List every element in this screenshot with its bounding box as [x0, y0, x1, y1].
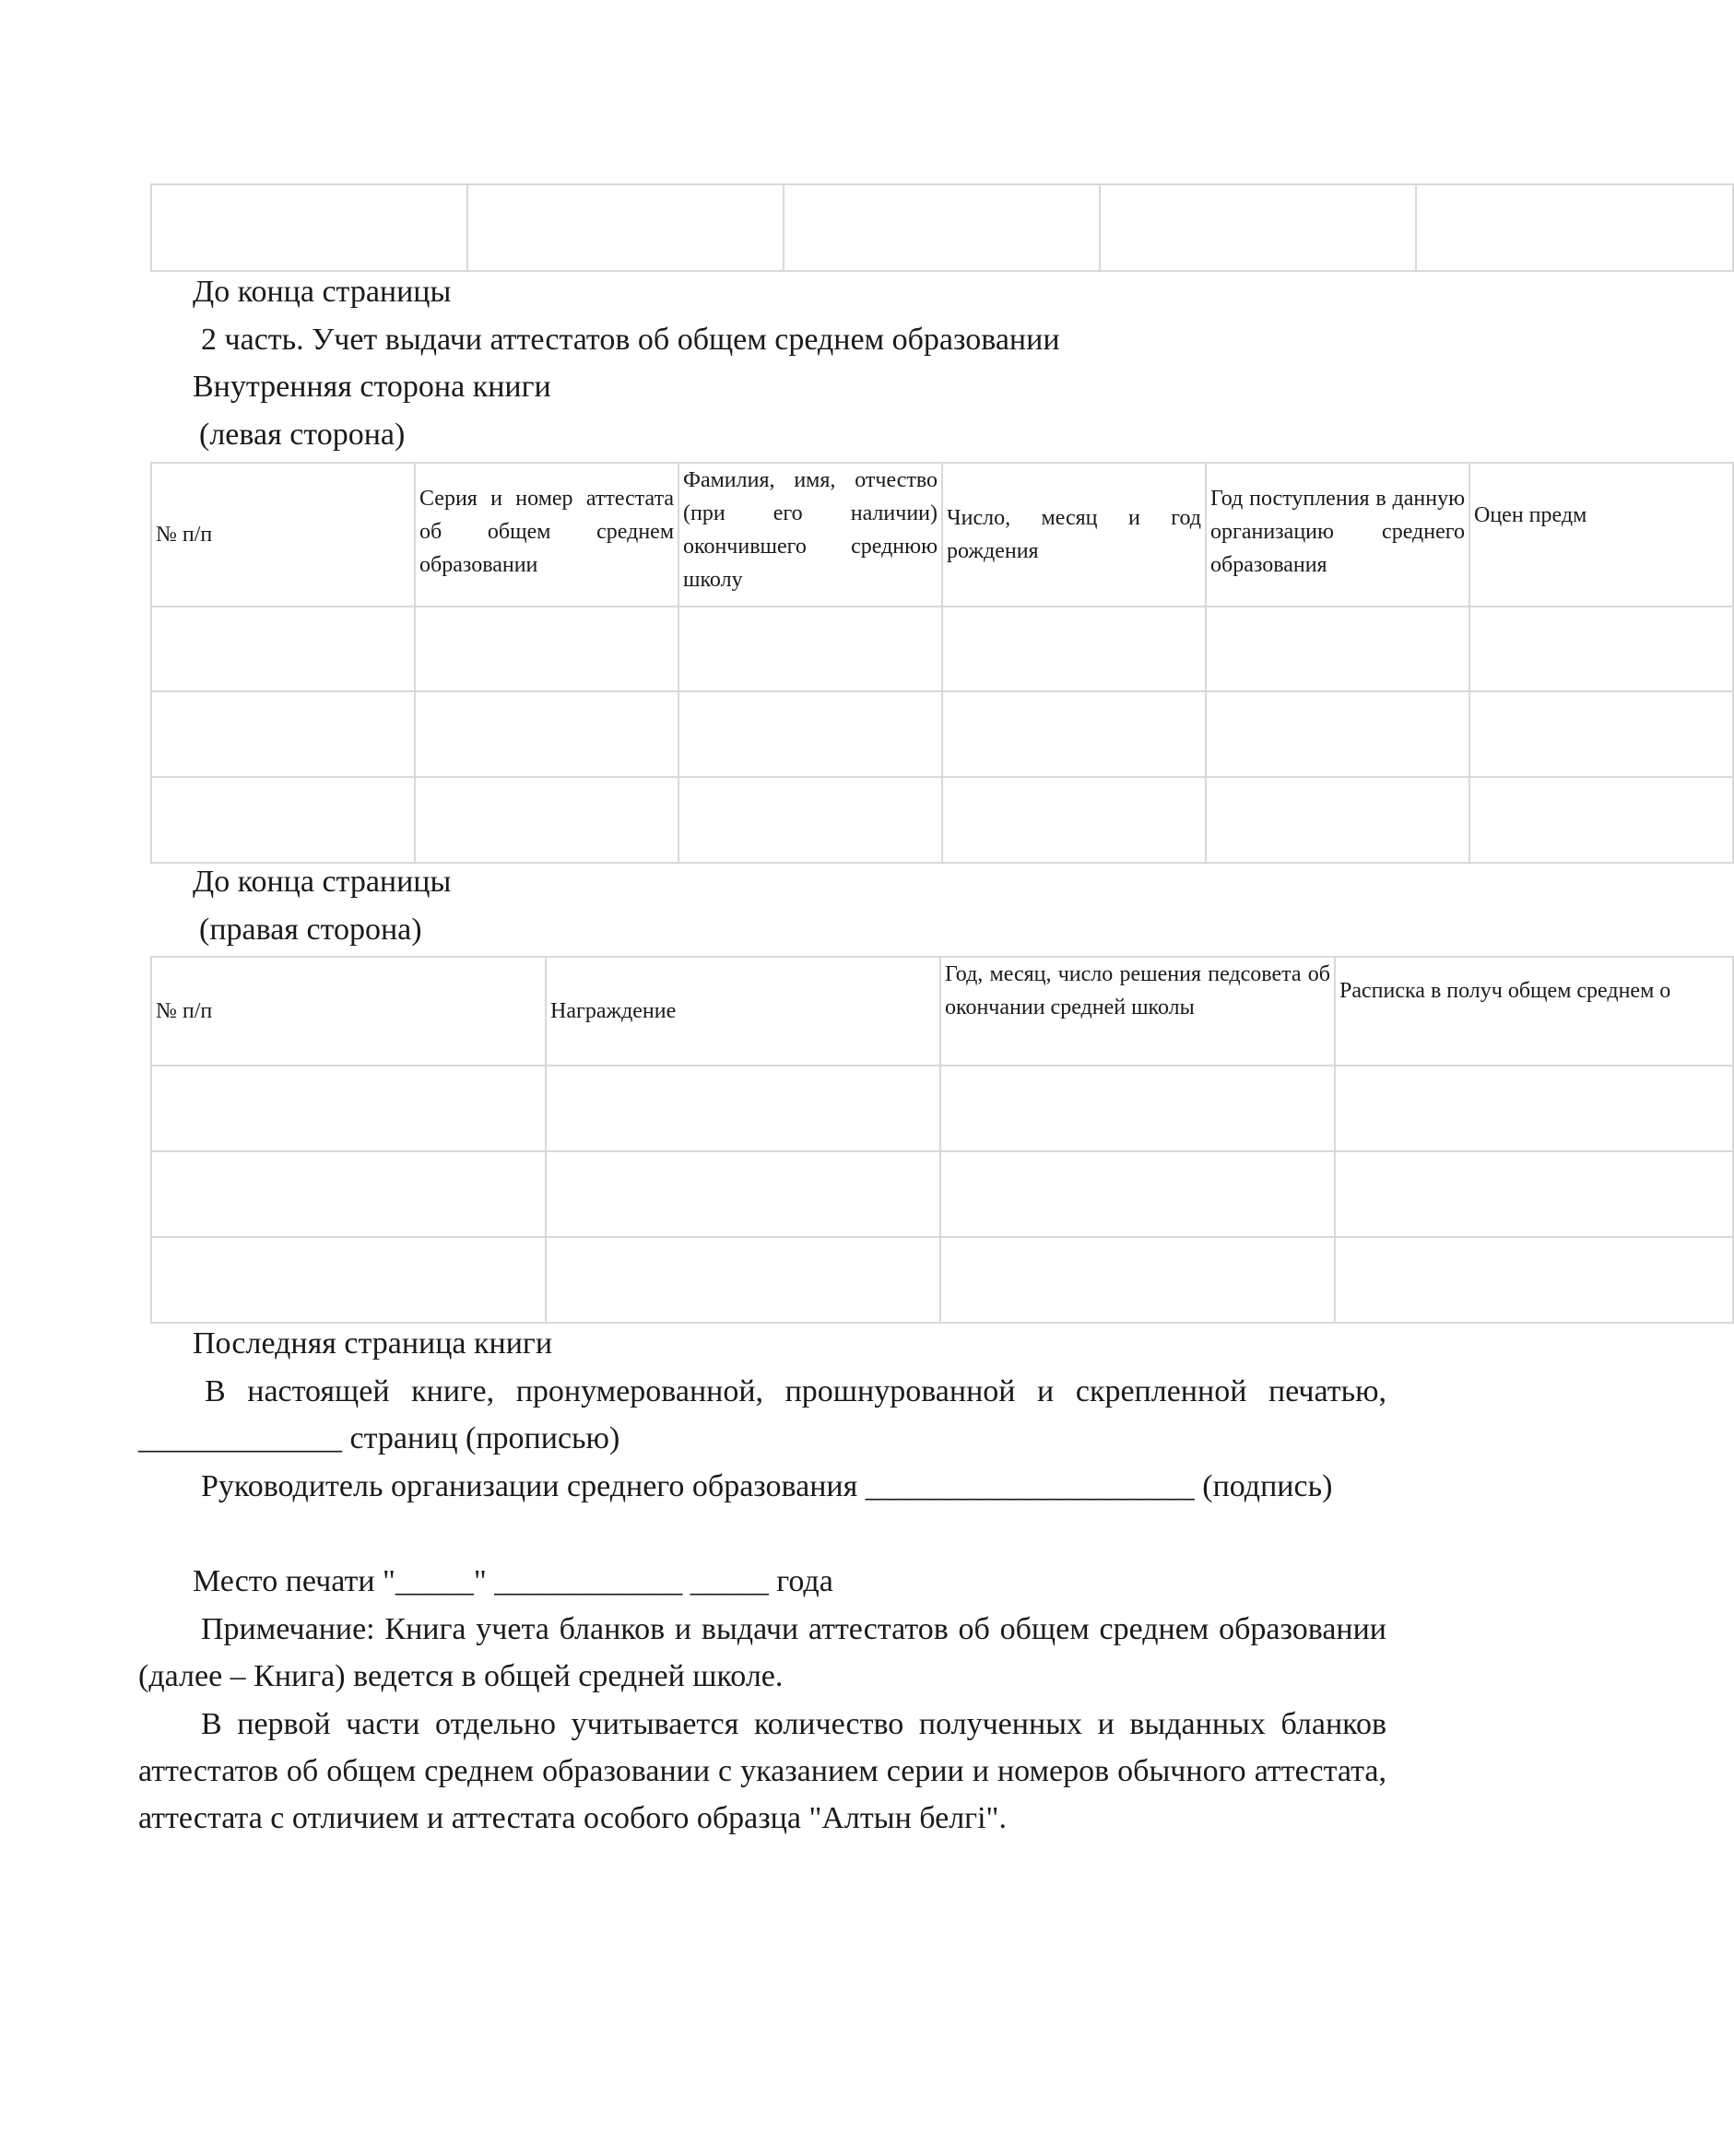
table-cell [678, 777, 942, 863]
table-cell [678, 607, 942, 691]
table-row [151, 1066, 1733, 1151]
table-cell [151, 1237, 546, 1323]
table-header-row [151, 957, 1733, 1066]
table-cell [151, 607, 415, 691]
table-cell [546, 1237, 940, 1323]
table-cell [784, 184, 1100, 271]
table-cell [1206, 691, 1469, 777]
column-header: Число, месяц и год рождения [942, 463, 1206, 607]
column-header: Серия и номер аттестата об общем среднем образовании [415, 463, 678, 607]
column-header: № п/п [151, 463, 415, 607]
right-side-table [150, 956, 1671, 1323]
table-cell [1335, 1151, 1733, 1237]
table-row [151, 607, 1733, 691]
inner-side-heading: Внутренняя сторона книги [193, 370, 551, 404]
table-cell [415, 777, 678, 863]
table-cell [940, 1151, 1335, 1237]
paragraph-seal-place: Место печати "_____" ____________ _____ года [193, 1564, 833, 1598]
column-header: Год поступления в данную организацию среднего образования [1206, 463, 1469, 607]
column-header: Оцен предм [1469, 463, 1733, 607]
table-cell [942, 607, 1206, 691]
column-header: Фамилия, имя, отчество (при его наличии) окончившего среднюю школу [678, 463, 942, 607]
table-cell [1206, 777, 1469, 863]
paragraph-director-signature: Руководитель организации среднего образования _____________________ (подпись) [201, 1469, 1333, 1503]
table-row [151, 691, 1733, 777]
table-row [151, 1237, 1733, 1323]
table-cell [415, 607, 678, 691]
table-cell [151, 184, 467, 271]
column-header: № п/п [151, 957, 546, 1066]
left-side-heading: (левая сторона) [199, 418, 406, 452]
part2-title: 2 часть. Учет выдачи аттестатов об общем среднем образовании [201, 323, 1060, 357]
table-cell [1335, 1237, 1733, 1323]
table-cell [1416, 184, 1733, 271]
table-cell [1469, 777, 1733, 863]
top-table [150, 183, 1525, 271]
table-header-row [151, 463, 1733, 607]
table-cell [467, 184, 784, 271]
table-cell [1469, 607, 1733, 691]
table-cell [940, 1066, 1335, 1151]
column-header: Расписка в получ общем среднем о [1335, 957, 1733, 1066]
column-header: Год, месяц, число решения педсовета об окончании средней школы [940, 957, 1335, 1066]
table-cell [546, 1151, 940, 1237]
left-side-table [150, 462, 1587, 862]
table-cell [942, 777, 1206, 863]
table-cell [678, 691, 942, 777]
table-cell [151, 691, 415, 777]
table-cell [1335, 1066, 1733, 1151]
table-cell [546, 1066, 940, 1151]
table-cell [940, 1237, 1335, 1323]
table-cell [415, 691, 678, 777]
table-row [151, 777, 1733, 863]
right-side-heading: (правая сторона) [199, 913, 422, 947]
table-cell [1206, 607, 1469, 691]
table-cell [942, 691, 1206, 777]
paragraph-note: Примечание: Книга учета бланков и выдачи аттестатов об общем среднем образовании (далее – Книга) ведется в общей средней школе. [138, 1612, 1386, 1693]
table-cell [1100, 184, 1416, 271]
paragraph-first-part: В первой части отдельно учитывается количество полученных и выданных бланков аттестатов об общем среднем образовании с указанием серии и номеров обычного аттестата, аттестата с отличием и аттестата особого образца "Алтын белгі". [138, 1707, 1386, 1835]
table-cell [151, 777, 415, 863]
column-header: Награждение [546, 957, 940, 1066]
table-cell [151, 1151, 546, 1237]
table-cell [1469, 691, 1733, 777]
table-cell [151, 1066, 546, 1151]
end-of-page-heading: До конца страницы [193, 865, 452, 899]
table-row [151, 184, 1733, 271]
last-page-heading: Последняя страница книги [193, 1326, 553, 1361]
end-of-page-heading: До конца страницы [193, 275, 452, 309]
paragraph-book-pages: В настоящей книге, пронумерованной, прошнурованной и скрепленной печатью, _____________ страниц (прописью) [138, 1374, 1386, 1455]
table-row [151, 1151, 1733, 1237]
